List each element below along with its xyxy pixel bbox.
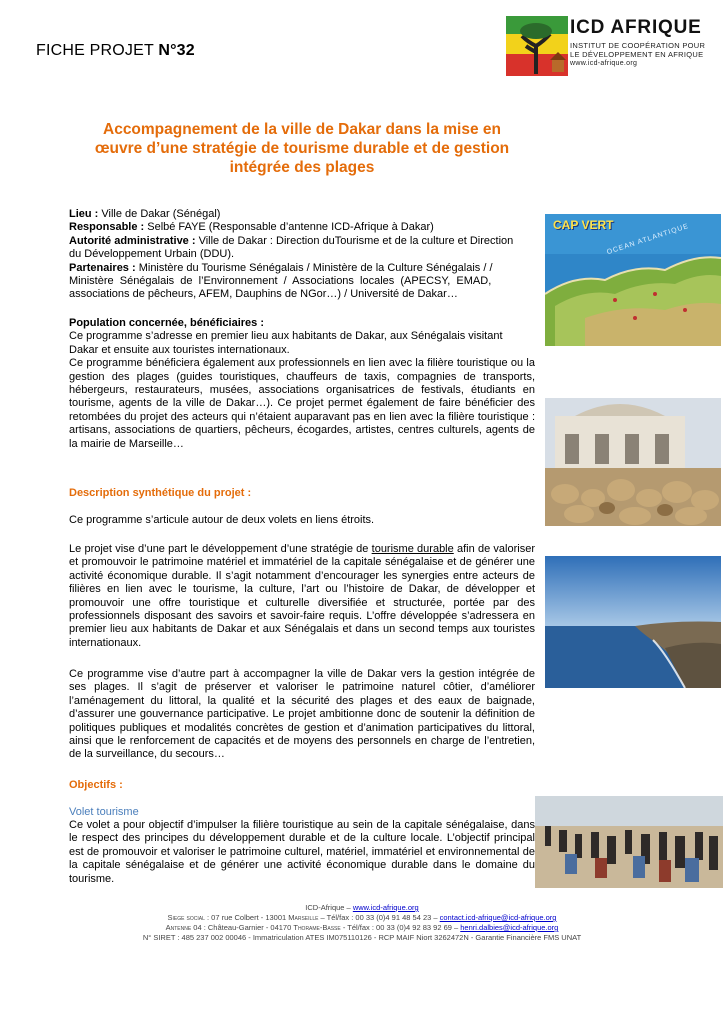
fiche-label-text: FICHE PROJET bbox=[36, 42, 159, 59]
description-paragraph-2: Ce programme vise d’autre part à accompagner la ville de Dakar vers la gestion intégrée de ses plages. Il s’agit de préserver et valoriser le patrimoine naturel côtier, d’améliorer l’aménagement du littoral, la qualité et la sécurité des plages et des eaux de baignade, d’assurer une gouvernance participative. Le projet ambitionne donc de soutenir la définition de politiques publiques et modalités concrètes de gestion et d’animation participatives du littoral, ainsi que le renforcement de capacités et de moyens des personnels en charge de l’entretien, de la surveillance, du secours… bbox=[69, 668, 535, 761]
footer-siege-city: Marseille bbox=[288, 913, 319, 922]
footer-siege-phone: – Tél/fax : 00 33 (0)4 91 48 54 23 – bbox=[318, 913, 440, 922]
footer-antenne-label: Antenne bbox=[165, 923, 192, 932]
partenaires-label: Partenaires : bbox=[69, 261, 136, 274]
autorite-label: Autorité administrative : bbox=[69, 234, 196, 247]
tourisme-durable-link[interactable]: tourisme durable bbox=[371, 543, 454, 555]
responsable-row bbox=[69, 221, 545, 234]
footer-antenne-email-link[interactable]: henri.dalbies@icd-afrique.org bbox=[460, 923, 559, 932]
footer-org: ICD-Afrique – bbox=[305, 903, 353, 912]
responsable-value: Selbé FAYE (Responsable d’antenne ICD-Afrique à Dakar) bbox=[144, 221, 434, 234]
footer-line-4: N° SIRET : 485 237 002 00046 - Immatriculation ATES IM075110126 - RCP MAIF Niort 3262472N - Garantie Financière FMS UNAT bbox=[142, 933, 582, 942]
desc-p1-start: Le projet vise d’une part le développement d’une stratégie de bbox=[69, 543, 372, 555]
partenaires-value-cont-2: associations de pêcheurs, AFEM, Dauphins de NGor…) / Université de Dakar… bbox=[69, 288, 458, 301]
description-heading: Description synthétique du projet : bbox=[69, 487, 252, 499]
objectifs-heading: Objectifs : bbox=[69, 779, 123, 791]
partenaires-value-cont-1: Ministère Sénégalais de l’Environnement / Associations locales (APECSY, EMAD, bbox=[69, 275, 492, 288]
footer-siege-address: : 07 rue Colbert - 13001 bbox=[204, 913, 289, 922]
partenaires-row bbox=[69, 262, 545, 275]
description-paragraph-1 bbox=[69, 543, 535, 650]
title-line-2: œuvre d’une stratégie de tourisme durable et de gestion bbox=[94, 140, 510, 157]
logo-name: ICD AFRIQUE bbox=[570, 17, 702, 38]
footer-antenne-city: Thorame-Basse bbox=[293, 923, 341, 932]
population-line-2: Dakar et ensuite aux touristes internationaux. bbox=[69, 343, 290, 356]
footer-line-2 bbox=[40, 913, 684, 923]
footer-contact-email-link[interactable]: contact.icd-afrique@icd-afrique.org bbox=[439, 913, 557, 922]
coastline-photo bbox=[545, 556, 721, 688]
map-ocean-label: OCEAN ATLANTIQUE bbox=[606, 222, 690, 257]
project-info bbox=[69, 208, 545, 302]
logo-tagline-1: INSTITUT DE COOPÉRATION POUR bbox=[570, 41, 706, 50]
volet-tourisme-heading: Volet tourisme bbox=[69, 806, 139, 818]
fiche-projet-label bbox=[36, 42, 195, 60]
autorite-value: Ville de Dakar : Direction duTourisme et de la culture et Direction bbox=[195, 234, 514, 247]
footer-siege-label: Siege social bbox=[167, 913, 205, 922]
lieu-value: Ville de Dakar (Sénégal) bbox=[98, 208, 221, 220]
footer-antenne-address: 04 : Château-Garnier - 04170 bbox=[191, 923, 294, 932]
autorite-row bbox=[69, 235, 545, 248]
desc-p1-end: afin de valoriser et promouvoir le patrimoine matériel et immatériel de la capitale sénégalaise et de générer une activité économique durable. Il s’agit notamment d’encourager les synergies entre acteurs de filières en lien avec le tourisme, la culture, l’art ou l’histoire de Dakar, de développer et promouvoir une offre touristique et culturelle diversifiée et structurée, portée par des professionnels disposant des savoirs et savoir-faire requis. L’offre développée s’adressera en premier lieu aux habitants de Dakar et aux Sénégalais et dans un second temps aux touristes internationaux. bbox=[69, 543, 535, 649]
logo-tagline-2: LE DÉVELOPPEMENT EN AFRIQUE bbox=[570, 50, 704, 59]
market-baskets-photo bbox=[545, 398, 721, 526]
page-title bbox=[62, 120, 542, 177]
description-intro: Ce programme s’articule autour de deux volets en liens étroits. bbox=[69, 514, 375, 526]
beach-crowd-photo bbox=[535, 796, 723, 888]
population-line-1: Ce programme s’adresse en premier lieu aux habitants de Dakar, aux Sénégalais visitant bbox=[69, 330, 503, 343]
title-line-3: intégrée des plages bbox=[229, 159, 375, 176]
population-heading: Population concernée, bénéficiaires : bbox=[69, 317, 264, 329]
footer-line-1 bbox=[40, 903, 684, 913]
footer-antenne-phone: - Tél/fax : 00 33 (0)4 92 83 92 69 – bbox=[340, 923, 461, 932]
footer-line-3 bbox=[40, 923, 684, 933]
lieu-label: Lieu : bbox=[69, 208, 99, 220]
cap-vert-map-photo bbox=[545, 214, 721, 346]
volet-tourisme-paragraph: Ce volet a pour objectif d’impulser la filière touristique au sein de la capitale sénégalaise, dans le respect des principes du développement durable et de la culture locale. L’objectif principal est de promouvoir et valoriser le patrimoine culturel, matériel, immatériel et environnemental de la capitale sénégalaise et de générer une activité économique durable dans le domaine du tourisme. bbox=[69, 819, 535, 885]
partenaires-value: Ministère du Tourisme Sénégalais / Ministère de la Culture Sénégalais / / bbox=[135, 261, 493, 274]
logo-url: www.icd-afrique.org bbox=[570, 60, 638, 67]
responsable-label: Responsable : bbox=[69, 221, 145, 234]
population-section bbox=[69, 317, 535, 451]
map-title: CAP VERT bbox=[553, 218, 614, 232]
autorite-value-cont: du Développement Urbain (DDU). bbox=[69, 248, 235, 261]
fiche-number: N°32 bbox=[158, 42, 195, 59]
footer-website-link[interactable]: www.icd-afrique.org bbox=[352, 903, 419, 912]
lieu-row bbox=[69, 208, 545, 221]
title-line-1: Accompagnement de la ville de Dakar dans la mise en bbox=[103, 121, 501, 138]
page-footer bbox=[40, 903, 684, 943]
population-paragraph: Ce programme bénéficiera également aux professionnels en lien avec la filière touristique ou la gestion des plages (guides touristiques, chauffeurs de taxis, compagnies de transports, hébergeurs, restaurateurs, musées, associations organisatrices de festivals, étudiants en tourisme, agents de la ville de Dakar…). Ce projet permet également de faire bénéficier des retombées du projet des acteurs qui n’étaient auparavant pas en lien avec la filière touristique : artisans, associations de quartiers, pêcheurs, écogardes, artistes, centres culturels, agents de la mairie de Marseille… bbox=[69, 357, 535, 450]
